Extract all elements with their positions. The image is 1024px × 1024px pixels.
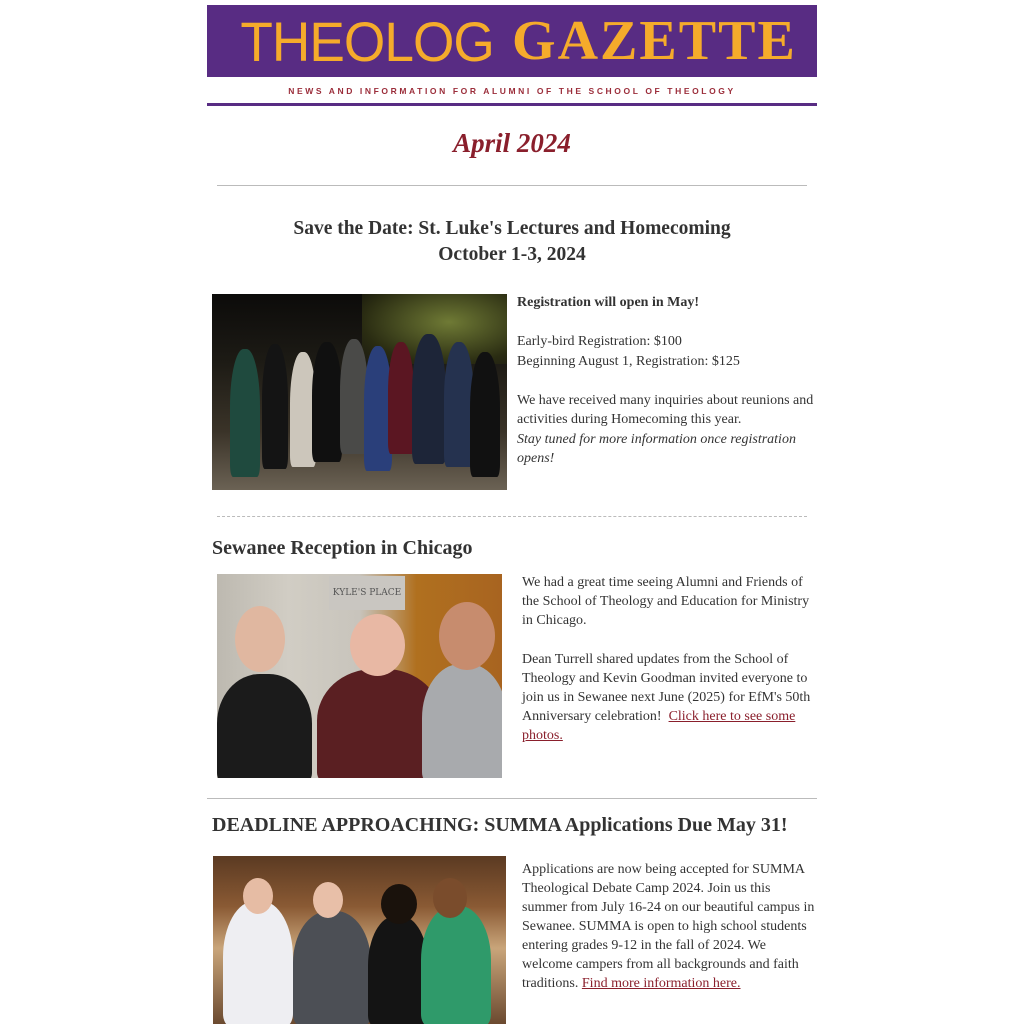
- summa-campers-photo: [213, 856, 506, 1024]
- chicago-reception-photo: [217, 574, 502, 778]
- section-title-summa: DEADLINE APPROACHING: SUMMA Applications Due May 31!: [212, 814, 788, 836]
- dashed-divider: [217, 516, 807, 517]
- homecoming-group-photo: [212, 294, 507, 490]
- inquiries-text: We have received many inquiries about reunions and activities during Homecoming this year.: [517, 392, 814, 427]
- summa-para: Applications are now being accepted for SUMMA Theological Debate Camp 2024. Join us this summer from July 16-24 on our beautiful campus in Sewanee. SUMMA is open to high school students entering grades 9-12 in the fall of 2024. We welcome campers from all backgrounds and faith traditions.: [522, 862, 815, 991]
- masthead-title-bold: GAZETTE: [512, 10, 797, 72]
- regular-price: Beginning August 1, Registration: $125: [517, 353, 740, 369]
- tagline: NEWS AND INFORMATION FOR ALUMNI OF THE SCHOOL OF THEOLOGY: [288, 86, 736, 96]
- chicago-para-1: We had a great time seeing Alumni and Friends of the School of Theology and Education for Ministry in Chicago.: [522, 575, 810, 628]
- chicago-details: [522, 573, 817, 745]
- title-line: Save the Date: St. Luke's Lectures and Homecoming: [293, 218, 731, 239]
- section-title-chicago: Sewanee Reception in Chicago: [212, 537, 473, 559]
- homecoming-details: [517, 293, 817, 469]
- registration-open-note: Registration will open in May!: [517, 295, 699, 310]
- section-title-homecoming: [207, 216, 817, 268]
- stay-tuned-text: Stay tuned for more information once registration opens!: [517, 431, 796, 466]
- divider: [207, 798, 817, 799]
- early-bird-price: Early-bird Registration: $100: [517, 334, 682, 349]
- issue-date: April 2024: [453, 128, 571, 158]
- masthead-title-light: THEOLOG: [240, 9, 495, 73]
- header-divider: [207, 103, 817, 106]
- chicago-para-2: Dean Turrell shared updates from the School of Theology and Kevin Goodman invited everyone to join us in Sewanee next June (2025) for EfM's 50th Anniversary celebration!: [522, 652, 811, 724]
- summa-info-link[interactable]: Find more information here.: [581, 976, 741, 991]
- divider: [217, 185, 807, 186]
- see-photos-link[interactable]: Click here to see some photos.: [522, 709, 796, 743]
- title-date: October 1-3, 2024: [438, 244, 586, 265]
- sign-kyles-place: KYLE'S PLACE: [329, 576, 405, 610]
- summa-details: [522, 860, 817, 993]
- masthead-banner: [207, 5, 817, 77]
